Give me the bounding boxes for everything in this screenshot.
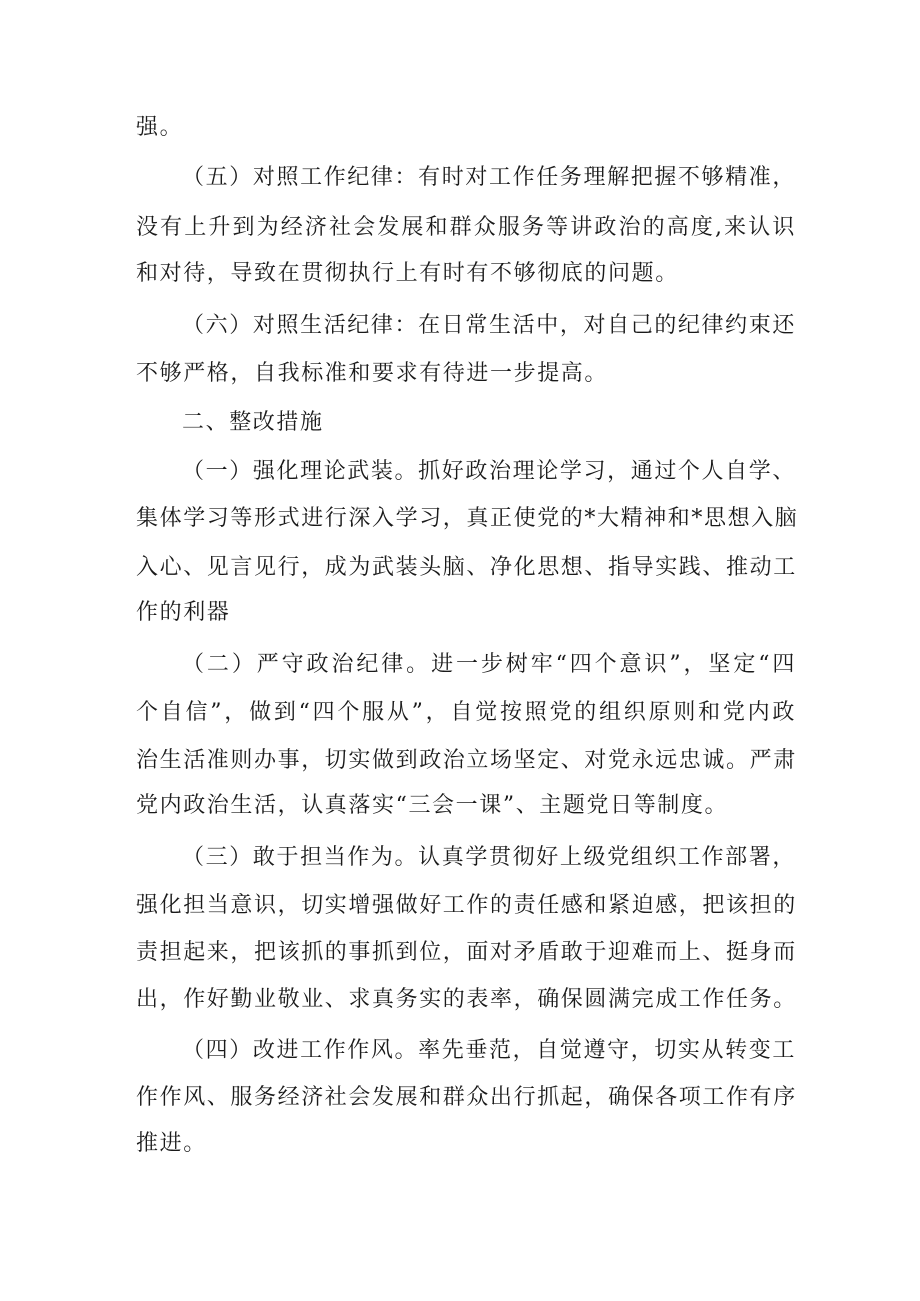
paragraph-heading-5: （五）对照工作纪律：有时对工作任务理解把握不够精准， — [182, 165, 796, 190]
paragraph-heading-3: （三）敢于担当作为。认真学贯彻好上级党组织工作部署， — [182, 845, 796, 870]
text-line: 集体学习等形式进行深入学习，真正使党的*大精神和*思想入脑 — [136, 506, 799, 531]
paragraph-heading-2: （二）严守政治纪律。进一步树牢“四个意识”，坚定“四 — [182, 652, 796, 677]
text-line: 作的利器 — [136, 600, 231, 625]
paragraph-heading-6: （六）对照生活纪律：在日常生活中，对自己的纪律约束还 — [182, 313, 796, 338]
text-line: 党内政治生活，认真落实“三会一课”、主题党日等制度。 — [136, 793, 729, 818]
section-heading: 二、整改措施 — [182, 410, 324, 435]
text-line: 没有上升到为经济社会发展和群众服务等讲政治的高度,来认识 — [136, 215, 796, 240]
text-line: 强。 — [136, 115, 184, 140]
text-line: 强化担当意识，切实增强做好工作的责任感和紧迫感，把该担的 — [136, 893, 797, 918]
paragraph-heading-4: （四）改进工作作风。率先垂范，自觉遵守，切实从转变工 — [182, 1038, 796, 1063]
text-line: 入心、见言见行，成为武装头脑、净化思想、指导实践、推动工 — [136, 555, 797, 580]
paragraph-heading-1: （一）强化理论武装。抓好政治理论学习，通过个人自学、 — [182, 459, 796, 484]
text-line: 治生活准则办事，切实做到政治立场坚定、对党永远忠诚。严肃 — [136, 748, 797, 773]
text-line: 个自信”，做到“四个服从”，自觉按照党的组织原则和党内政 — [136, 700, 796, 725]
text-line: 推进。 — [136, 1131, 207, 1156]
text-line: 和对待，导致在贯彻执行上有时有不够彻底的问题。 — [136, 261, 679, 286]
text-line: 出，作好勤业敬业、求真务实的表率，确保圆满完成工作任务。 — [136, 987, 797, 1012]
text-line: 责担起来，把该抓的事抓到位，面对矛盾敢于迎难而上、挺身而 — [136, 940, 797, 965]
text-line: 不够严格，自我标准和要求有待进一步提高。 — [136, 361, 609, 386]
text-line: 作作风、服务经济社会发展和群众出行抓起，确保各项工作有序 — [136, 1085, 797, 1110]
